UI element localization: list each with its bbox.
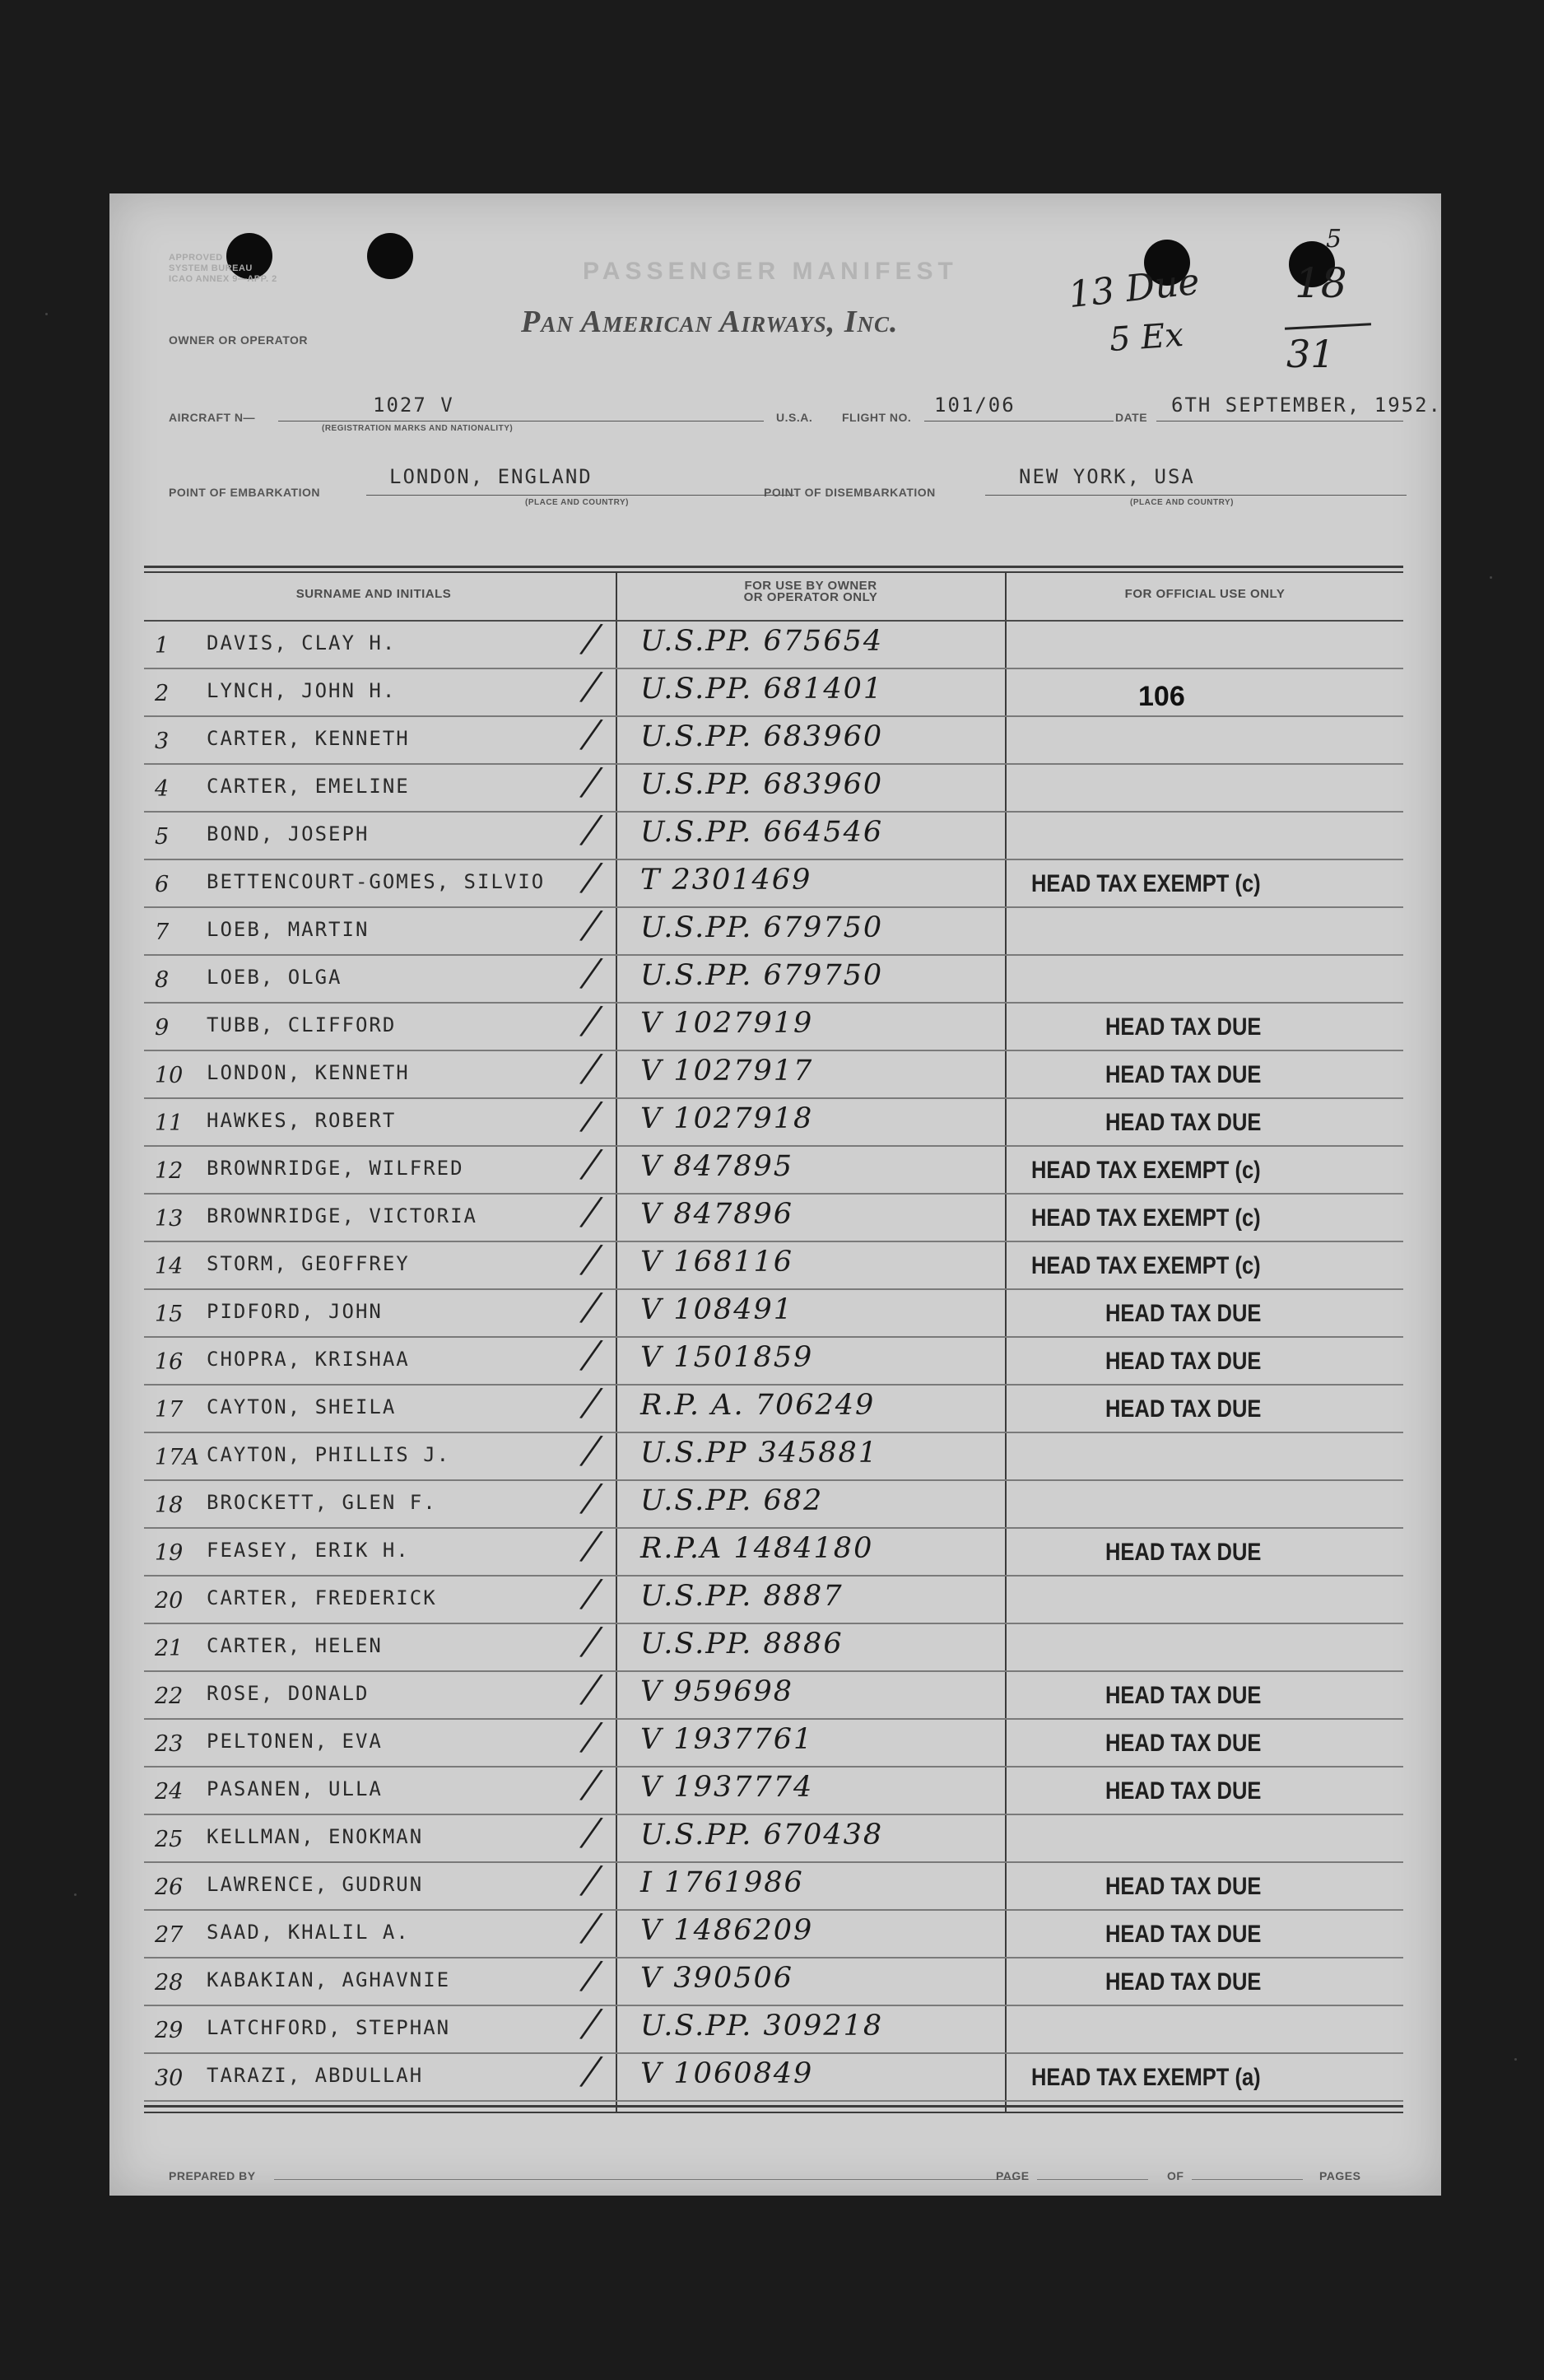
passenger-name: LYNCH, JOHN H. — [207, 679, 397, 702]
passenger-name: KELLMAN, ENOKMAN — [207, 1825, 424, 1848]
checkmark-icon: ╱ — [580, 1386, 602, 1422]
row-number: 13 — [155, 1206, 184, 1232]
row-divider — [144, 1527, 1403, 1529]
travel-document: V 108491 — [640, 1293, 794, 1326]
travel-document: V 390506 — [640, 1962, 794, 1995]
form-title: PASSENGER MANIFEST — [583, 258, 958, 285]
passenger-name: FEASEY, ERIK H. — [207, 1539, 410, 1562]
passenger-name: DAVIS, CLAY H. — [207, 631, 397, 654]
travel-document: V 1027919 — [640, 1007, 814, 1040]
row-divider — [144, 1861, 1403, 1863]
row-divider — [144, 2005, 1403, 2006]
row-number: 12 — [155, 1158, 184, 1184]
official-status-stamp: HEAD TAX DUE — [1105, 1777, 1262, 1805]
flight-code-stamp: 106 — [1138, 681, 1185, 712]
checkmark-icon: ╱ — [580, 1768, 602, 1804]
official-status-stamp: HEAD TAX EXEMPT (c) — [1031, 870, 1261, 897]
passenger-name: CAYTON, SHEILA — [207, 1395, 397, 1418]
row-number: 20 — [155, 1588, 184, 1614]
travel-document: U.S.PP. 683960 — [640, 768, 884, 801]
official-status-stamp: HEAD TAX EXEMPT (c) — [1031, 1252, 1261, 1279]
country-label: U.S.A. — [776, 411, 813, 424]
travel-document: V 1027918 — [640, 1102, 814, 1135]
official-status-stamp: HEAD TAX EXEMPT (c) — [1031, 1204, 1261, 1232]
official-status-stamp: HEAD TAX DUE — [1105, 1061, 1262, 1088]
row-divider — [144, 1957, 1403, 1958]
official-status-stamp: HEAD TAX DUE — [1105, 1109, 1262, 1136]
row-divider — [144, 1336, 1403, 1338]
checkmark-icon: ╱ — [580, 717, 602, 753]
checkmark-icon: ╱ — [580, 1433, 602, 1469]
row-divider — [144, 1670, 1403, 1672]
passenger-name: STORM, GEOFFREY — [207, 1252, 410, 1275]
col-surname-header: SURNAME AND INITIALS — [295, 587, 452, 601]
row-divider — [144, 906, 1403, 908]
punch-hole — [367, 233, 413, 279]
row-divider — [144, 763, 1403, 765]
row-number: 15 — [155, 1302, 184, 1327]
passenger-name: BETTENCOURT-GOMES, SILVIO — [207, 870, 546, 893]
official-status-stamp: HEAD TAX DUE — [1105, 1300, 1262, 1327]
travel-document: V 1937774 — [640, 1771, 814, 1804]
row-divider — [144, 1241, 1403, 1242]
checkmark-icon: ╱ — [580, 1720, 602, 1756]
official-status-stamp: HEAD TAX DUE — [1105, 1730, 1262, 1757]
row-number: 29 — [155, 2018, 184, 2043]
row-divider — [144, 2052, 1403, 2054]
travel-document: U.S.PP. 8886 — [640, 1628, 844, 1660]
approval-line-3: ICAO ANNEX 9—APP. 2 — [169, 274, 277, 284]
row-divider — [144, 1384, 1403, 1386]
row-number: 9 — [155, 1015, 170, 1041]
row-number: 7 — [155, 920, 170, 945]
travel-document: U.S.PP. 664546 — [640, 816, 884, 849]
passenger-name: LONDON, KENNETH — [207, 1061, 410, 1084]
checkmark-icon: ╱ — [580, 1147, 602, 1183]
prepared-by-label: PREPARED BY — [169, 2169, 256, 2182]
exempt-count-note: 5 Ex — [1108, 315, 1185, 360]
date-label: DATE — [1115, 411, 1148, 424]
checkmark-icon: ╱ — [580, 1481, 602, 1517]
passenger-name: LATCHFORD, STEPHAN — [207, 2016, 451, 2039]
row-number: 3 — [155, 729, 170, 754]
row-divider — [144, 1432, 1403, 1433]
row-number: 16 — [155, 1349, 184, 1375]
travel-document: V 1027917 — [640, 1055, 814, 1088]
checkmark-icon: ╱ — [580, 1004, 602, 1040]
official-status-stamp: HEAD TAX DUE — [1105, 1539, 1262, 1566]
checkmark-icon: ╱ — [580, 1624, 602, 1660]
row-number: 21 — [155, 1636, 184, 1661]
row-divider — [144, 1050, 1403, 1051]
aircraft-label: AIRCRAFT N— — [169, 411, 256, 424]
row-number: 17 — [155, 1397, 184, 1423]
row-divider — [144, 2100, 1403, 2102]
passenger-name: BOND, JOSEPH — [207, 822, 370, 845]
passenger-name: PELTONEN, EVA — [207, 1730, 383, 1753]
travel-document: V 1501859 — [640, 1341, 814, 1374]
row-divider — [144, 1288, 1403, 1290]
passenger-name: SAAD, KHALIL A. — [207, 1921, 410, 1944]
checkmark-icon: ╱ — [580, 1242, 602, 1278]
row-divider — [144, 1097, 1403, 1099]
row-divider — [144, 1909, 1403, 1911]
checkmark-icon: ╱ — [580, 956, 602, 992]
checkmark-icon: ╱ — [580, 908, 602, 944]
travel-document: U.S.PP. 681401 — [640, 673, 884, 706]
row-divider — [144, 1002, 1403, 1004]
embark-label: POINT OF EMBARKATION — [169, 486, 320, 499]
passenger-name: TUBB, CLIFFORD — [207, 1013, 397, 1036]
row-divider — [144, 1623, 1403, 1624]
aircraft-sublabel: (REGISTRATION MARKS AND NATIONALITY) — [322, 424, 514, 433]
of-label: OF — [1167, 2169, 1184, 2182]
travel-document: T 2301469 — [640, 864, 812, 897]
official-status-stamp: HEAD TAX DUE — [1105, 1968, 1262, 1996]
row-number: 5 — [155, 824, 170, 850]
checkmark-icon: ╱ — [580, 1529, 602, 1565]
row-divider — [144, 1766, 1403, 1768]
travel-document: U.S.PP. 670438 — [640, 1819, 884, 1851]
travel-document: U.S.PP. 679750 — [640, 911, 884, 944]
checkmark-icon: ╱ — [580, 1051, 602, 1088]
official-status-stamp: HEAD TAX DUE — [1105, 1348, 1262, 1375]
travel-document: V 1060849 — [640, 2057, 814, 2090]
checkmark-icon: ╱ — [580, 860, 602, 897]
row-divider — [144, 954, 1403, 956]
row-number: 23 — [155, 1731, 184, 1757]
official-status-stamp: HEAD TAX DUE — [1105, 1395, 1262, 1423]
official-status-stamp: HEAD TAX DUE — [1105, 1921, 1262, 1948]
travel-document: V 168116 — [640, 1246, 794, 1278]
passenger-name: BROCKETT, GLEN F. — [207, 1491, 437, 1514]
travel-document: U.S.PP. 682 — [640, 1484, 824, 1517]
travel-document: U.S.PP. 309218 — [640, 2010, 884, 2042]
fraction-top: 18 — [1295, 259, 1347, 307]
approval-line-1: APPROVED — [169, 253, 223, 263]
travel-document: U.S.PP. 8887 — [640, 1580, 844, 1613]
disembark-value: NEW YORK, USA — [1019, 465, 1195, 488]
row-divider — [144, 715, 1403, 717]
passenger-name: PASANEN, ULLA — [207, 1777, 383, 1800]
checkmark-icon: ╱ — [580, 1863, 602, 1899]
row-divider — [144, 1575, 1403, 1577]
travel-document: V 1486209 — [640, 1914, 814, 1947]
passenger-name: LOEB, OLGA — [207, 966, 342, 989]
col-operator-header: FOR USE BY OWNER OR OPERATOR ONLY — [743, 579, 878, 604]
disembark-sublabel: (PLACE AND COUNTRY) — [1130, 498, 1234, 507]
passenger-name: ROSE, DONALD — [207, 1682, 370, 1705]
passenger-name: HAWKES, ROBERT — [207, 1109, 397, 1132]
passenger-name: CHOPRA, KRISHAA — [207, 1348, 410, 1371]
fraction-bottom: 31 — [1286, 332, 1335, 376]
checkmark-icon: ╱ — [580, 1672, 602, 1708]
pages-label: PAGES — [1319, 2169, 1361, 2182]
passenger-name: PIDFORD, JOHN — [207, 1300, 383, 1323]
passenger-name: BROWNRIDGE, WILFRED — [207, 1157, 464, 1180]
row-number: 30 — [155, 2066, 184, 2091]
passenger-name: LAWRENCE, GUDRUN — [207, 1873, 424, 1896]
travel-document: V 847896 — [640, 1198, 794, 1231]
embark-sublabel: (PLACE AND COUNTRY) — [525, 498, 629, 507]
checkmark-icon: ╱ — [580, 1290, 602, 1326]
passenger-name: CARTER, KENNETH — [207, 727, 410, 750]
travel-document: U.S.PP. 683960 — [640, 720, 884, 753]
row-number: 27 — [155, 1922, 184, 1948]
passenger-name: CARTER, EMELINE — [207, 775, 410, 798]
row-divider — [144, 668, 1403, 669]
official-status-stamp: HEAD TAX DUE — [1105, 1013, 1262, 1041]
row-divider — [144, 1193, 1403, 1195]
passenger-name: CARTER, HELEN — [207, 1634, 383, 1657]
row-number: 14 — [155, 1254, 184, 1279]
passenger-name: BROWNRIDGE, VICTORIA — [207, 1204, 477, 1227]
aircraft-value: 1027 V — [373, 394, 454, 417]
travel-document: U.S.PP. 679750 — [640, 959, 884, 992]
checkmark-icon: ╱ — [580, 1911, 602, 1947]
travel-document: U.S.PP. 675654 — [640, 625, 884, 658]
row-number: 1 — [155, 633, 170, 659]
row-number: 2 — [155, 681, 170, 706]
travel-document: R.P. A. 706249 — [640, 1389, 876, 1422]
row-number: 19 — [155, 1540, 184, 1566]
checkmark-icon: ╱ — [580, 1577, 602, 1613]
flight-value: 101/06 — [934, 394, 1016, 417]
company-name: Pan American Airways, Inc. — [521, 305, 899, 339]
row-divider — [144, 1145, 1403, 1147]
row-number: 22 — [155, 1684, 184, 1709]
col-official-header: FOR OFFICIAL USE ONLY — [1124, 587, 1286, 601]
page-label: PAGE — [996, 2169, 1030, 2182]
checkmark-icon: ╱ — [580, 765, 602, 801]
due-count-note: 13 Due — [1066, 260, 1202, 317]
official-status-stamp: HEAD TAX EXEMPT (a) — [1031, 2064, 1261, 2091]
superscript-note: 5 — [1326, 225, 1342, 254]
travel-document: V 959698 — [640, 1675, 794, 1708]
embark-value: LONDON, ENGLAND — [389, 465, 593, 488]
passenger-name: CARTER, FREDERICK — [207, 1586, 437, 1609]
manifest-sheet — [109, 193, 1441, 2196]
row-number: 4 — [155, 776, 170, 802]
checkmark-icon: ╱ — [580, 1958, 602, 1995]
passenger-name: CAYTON, PHILLIS J. — [207, 1443, 451, 1466]
checkmark-icon: ╱ — [580, 1815, 602, 1851]
official-status-stamp: HEAD TAX EXEMPT (c) — [1031, 1157, 1261, 1184]
flight-label: FLIGHT NO. — [842, 411, 912, 424]
owner-label: OWNER OR OPERATOR — [169, 333, 308, 347]
checkmark-icon: ╱ — [580, 622, 602, 658]
row-number: 25 — [155, 1827, 184, 1852]
row-number: 11 — [155, 1111, 184, 1136]
row-divider — [144, 1479, 1403, 1481]
checkmark-icon: ╱ — [580, 669, 602, 706]
checkmark-icon: ╱ — [580, 1338, 602, 1374]
row-number: 17A — [155, 1445, 199, 1470]
checkmark-icon: ╱ — [580, 813, 602, 849]
row-number: 28 — [155, 1970, 184, 1996]
row-number: 10 — [155, 1063, 184, 1088]
row-number: 24 — [155, 1779, 184, 1805]
checkmark-icon: ╱ — [580, 2054, 602, 2090]
row-number: 8 — [155, 967, 170, 993]
row-divider — [144, 1814, 1403, 1815]
official-status-stamp: HEAD TAX DUE — [1105, 1682, 1262, 1709]
approval-line-2: SYSTEM BUREAU — [169, 263, 253, 273]
row-divider — [144, 1718, 1403, 1720]
passenger-name: LOEB, MARTIN — [207, 918, 370, 941]
fraction-bar — [1285, 323, 1371, 329]
travel-document: U.S.PP 345881 — [640, 1437, 879, 1469]
row-divider — [144, 859, 1403, 860]
passenger-name: KABAKIAN, AGHAVNIE — [207, 1968, 451, 1991]
travel-document: V 1937761 — [640, 1723, 814, 1756]
row-number: 26 — [155, 1875, 184, 1900]
date-value: 6TH SEPTEMBER, 1952. — [1171, 394, 1442, 417]
passenger-name: TARAZI, ABDULLAH — [207, 2064, 424, 2087]
row-number: 18 — [155, 1493, 184, 1518]
travel-document: R.P.A 1484180 — [640, 1532, 874, 1565]
checkmark-icon: ╱ — [580, 2006, 602, 2042]
disembark-label: POINT OF DISEMBARKATION — [764, 486, 936, 499]
travel-document: I 1761986 — [640, 1866, 804, 1899]
checkmark-icon: ╱ — [580, 1195, 602, 1231]
official-status-stamp: HEAD TAX DUE — [1105, 1873, 1262, 1900]
row-divider — [144, 811, 1403, 813]
checkmark-icon: ╱ — [580, 1099, 602, 1135]
travel-document: V 847895 — [640, 1150, 794, 1183]
row-number: 6 — [155, 872, 170, 897]
